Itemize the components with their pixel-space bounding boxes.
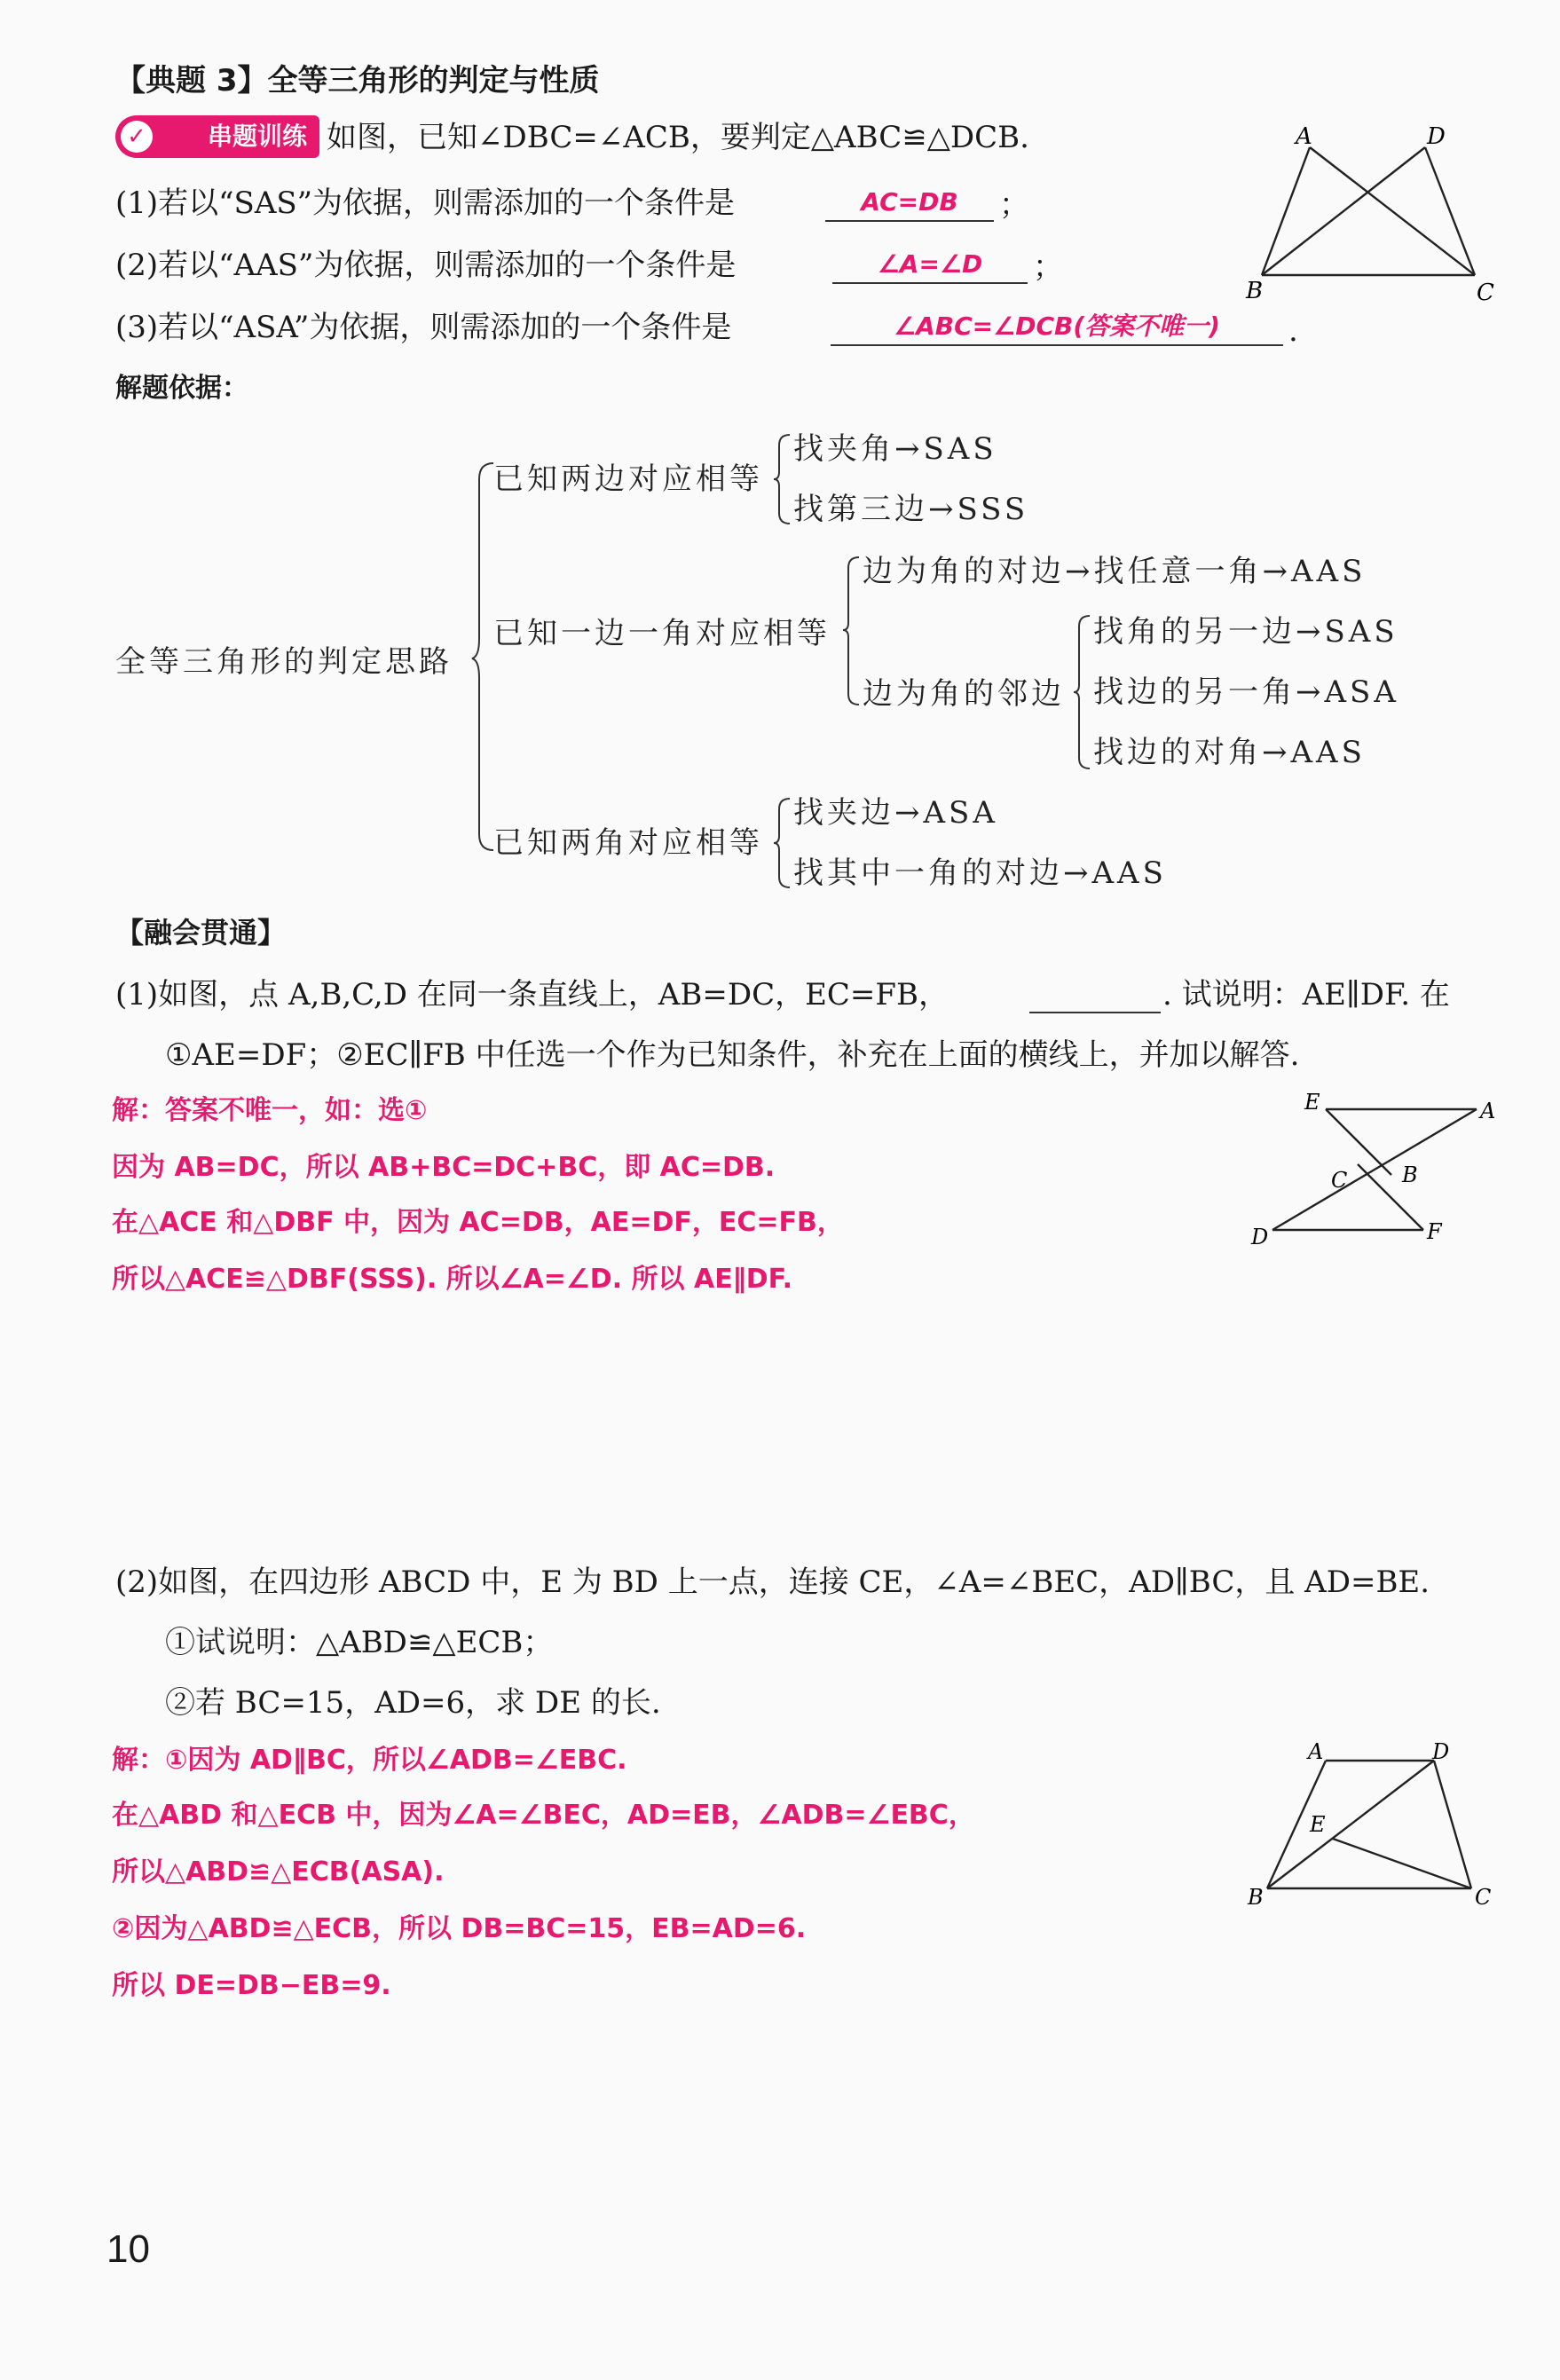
label-a: A xyxy=(1296,124,1312,150)
basis-branch1-a: 找夹角→SAS xyxy=(793,431,997,467)
basis-branch3-a: 找夹边→ASA xyxy=(793,795,998,831)
problem3-sol5: 所以 DE=DB−EB=9. xyxy=(112,1970,391,2001)
basis-branch2-b2: 找边的另一角→ASA xyxy=(1093,674,1399,710)
problem1-q2-answer: ∠A=∠D xyxy=(832,247,1028,284)
label-a2: A xyxy=(1480,1099,1496,1123)
label-a3: A xyxy=(1308,1739,1324,1764)
basis-branch2-b3: 找边的对角→AAS xyxy=(1093,735,1366,770)
basis-branch2-b: 边为角的邻边 xyxy=(863,676,1065,712)
branch3-brace xyxy=(772,797,792,889)
figure-parallel-lines xyxy=(1242,1088,1517,1257)
problem1-q3-answer: ∠ABC=∠DCB(答案不唯一) xyxy=(831,309,1283,346)
basis-branch2-a: 边为角的对边→找任意一角→AAS xyxy=(863,554,1367,589)
problem3-sol3: 所以△ABD≌△ECB(ASA). xyxy=(112,1856,445,1887)
label-c: C xyxy=(1477,280,1494,306)
root-brace xyxy=(470,461,497,852)
problem2-blank xyxy=(1029,976,1161,1013)
badge-label: 串题训练 xyxy=(207,122,307,151)
branch1-brace xyxy=(772,433,792,525)
check-icon: ✓ xyxy=(121,121,153,153)
problem3-sol4: ②因为△ABD≌△ECB，所以 DB=BC=15，EB=AD=6. xyxy=(112,1913,807,1944)
section-title: 【典题 3】全等三角形的判定与性质 xyxy=(115,63,600,99)
basis-branch2: 已知一边一角对应相等 xyxy=(493,616,831,651)
label-e: E xyxy=(1304,1090,1320,1115)
branch2-brace xyxy=(841,556,861,706)
problem3-line2: ①试说明：△ABD≌△ECB； xyxy=(165,1625,554,1660)
label-e3: E xyxy=(1310,1812,1326,1837)
problem2-line1: (1)如图，点 A,B,C,D 在同一条直线上，AB=DC，EC=FB， xyxy=(115,977,949,1013)
basis-title: 解题依据： xyxy=(115,373,248,404)
problem2-sol4: 所以△ACE≌△DBF(SSS). 所以∠A=∠D. 所以 AE∥DF. xyxy=(112,1264,793,1295)
practice-badge xyxy=(115,115,319,158)
problem2-sol3: 在△ACE 和△DBF 中，因为 AC=DB，AE=DF，EC=FB， xyxy=(112,1207,844,1238)
problem2-sol2: 因为 AB=DC，所以 AB+BC=DC+BC，即 AC=DB. xyxy=(112,1152,776,1183)
figure-quadrilateral-abcd xyxy=(1242,1739,1526,1908)
section2-title: 【融会贯通】 xyxy=(115,916,287,950)
label-c3: C xyxy=(1475,1885,1492,1908)
basis-branch2-b1: 找角的另一边→SAS xyxy=(1093,614,1398,650)
problem1-q3: (3)若以“ASA”为依据，则需添加的一个条件是 xyxy=(115,310,732,345)
problem1-q1: (1)若以“SAS”为依据，则需添加的一个条件是 xyxy=(115,185,736,221)
problem2-sol1: 解：答案不唯一，如：选① xyxy=(112,1095,428,1126)
problem1-q1-answer: AC=DB xyxy=(825,185,994,222)
basis-root: 全等三角形的判定思路 xyxy=(115,644,453,680)
problem3-line1: (2)如图，在四边形 ABCD 中，E 为 BD 上一点，连接 CE，∠A=∠BEC，AD∥BC，且 AD=BE. xyxy=(115,1564,1430,1600)
label-d2: D xyxy=(1251,1225,1269,1249)
branch2b-brace xyxy=(1072,614,1091,770)
basis-branch3: 已知两角对应相等 xyxy=(493,825,763,861)
problem3-line3: ②若 BC=15，AD=6，求 DE 的长. xyxy=(165,1685,661,1721)
problem1-intro: 如图，已知∠DBC=∠ACB，要判定△ABC≌△DCB. xyxy=(327,120,1029,155)
label-b2: B xyxy=(1402,1162,1418,1187)
label-d3: D xyxy=(1432,1739,1450,1764)
problem3-sol1: 解：①因为 AD∥BC，所以∠ADB=∠EBC. xyxy=(112,1745,627,1776)
basis-branch3-b: 找其中一角的对边→AAS xyxy=(793,855,1167,891)
problem1-q2: (2)若以“AAS”为依据，则需添加的一个条件是 xyxy=(115,248,737,283)
basis-branch1-b: 找第三边→SSS xyxy=(793,492,1029,527)
basis-branch1: 已知两边对应相等 xyxy=(493,461,763,497)
label-b3: B xyxy=(1248,1885,1264,1908)
label-f2: F xyxy=(1427,1219,1442,1244)
problem1-q3-end: . xyxy=(1288,313,1298,349)
page-number: 10 xyxy=(106,2227,150,2271)
problem1-q1-end: ； xyxy=(999,187,1029,223)
label-b: B xyxy=(1246,278,1264,304)
label-d: D xyxy=(1427,124,1446,150)
problem2-line1-end: . 试说明：AE∥DF. 在 xyxy=(1162,977,1450,1013)
problem2-line2: ①AE=DF；②EC∥FB 中任选一个作为已知条件，补充在上面的横线上，并加以解答. xyxy=(165,1037,1300,1073)
problem1-q2-end: ； xyxy=(1033,249,1063,285)
figure-triangles-abc-dcb xyxy=(1242,124,1526,311)
label-c2: C xyxy=(1331,1168,1348,1193)
problem3-sol2: 在△ABD 和△ECB 中，因为∠A=∠BEC，AD=EB，∠ADB=∠EBC， xyxy=(112,1800,975,1831)
